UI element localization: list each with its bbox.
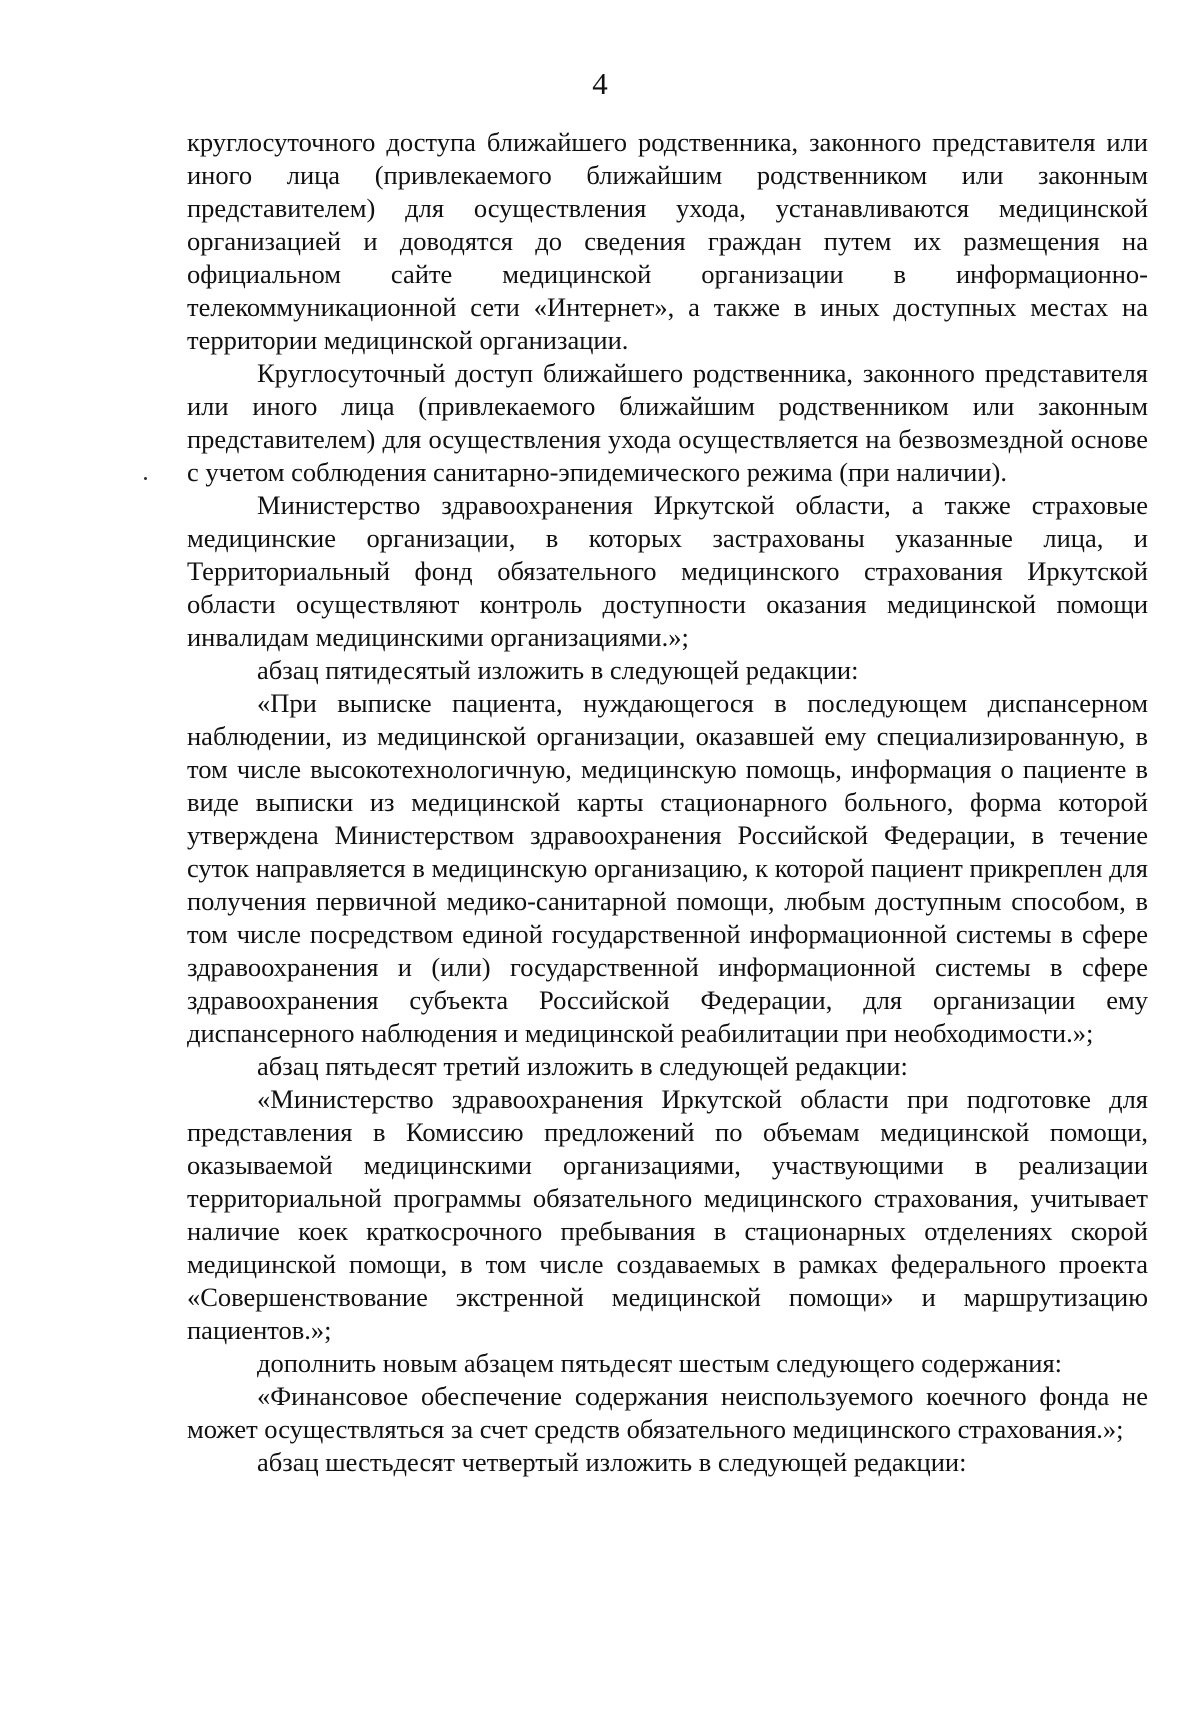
paragraph-amend-fifty-third: абзац пятьдесят третий изложить в следующей редакции: [257, 1051, 908, 1081]
paragraph-ministry-control: Министерство здравоохранения Иркутской области, а также страховые медицинские организации, в которых застрахованы указанные лица, и Территориальный фонд обязательного медицинского страхования Иркутской области осуществляют контроль доступности оказания медицинской помощи инвалидам медицинскими организациями.»; [187, 490, 1148, 652]
paragraph-amend-fiftieth: абзац пятидесятый изложить в следующей редакции: [257, 655, 859, 685]
margin-mark [144, 477, 147, 480]
page-number: 4 [592, 66, 608, 101]
paragraph-ministry-proposals: «Министерство здравоохранения Иркутской области при подготовке для представления в Комиссию предложений по объемам медицинской помощи, оказываемой медицинскими организациями, участвующими в реализации территориальной программы обязательного медицинского страхования, учитывает наличие коек краткосрочного пребывания в стационарных отделениях скорой медицинской помощи, в том числе создаваемых в рамках федерального проекта «Совершенствование экстренной медицинской помощи» и маршрутизацию пациентов.»; [187, 1084, 1148, 1345]
paragraph-round-the-clock-access: Круглосуточный доступ ближайшего родственника, законного представителя или иного лица (привлекаемого ближайшим родственником или законным представителем) для осуществления ухода осуществляется на безвозмездной основе с учетом соблюдения санитарно-эпидемического режима (при наличии). [187, 358, 1148, 487]
paragraph-amend-sixty-fourth: абзац шестьдесят четвертый изложить в следующей редакции: [257, 1447, 967, 1477]
paragraph-add-fifty-sixth: дополнить новым абзацем пятьдесят шестым следующего содержания: [257, 1348, 1063, 1378]
paragraph-discharge-info: «При выписке пациента, нуждающегося в последующем диспансерном наблюдении, из медицинской организации, оказавшей ему специализированную, в том числе высокотехнологичную, медицинскую помощь, информация о пациенте в виде выписки из медицинской карты стационарного больного, форма которой утверждена Министерством здравоохранения Российской Федерации, в течение суток направляется в медицинскую организацию, к которой пациент прикреплен для получения первичной медико-санитарной помощи, любым доступным способом, в том числе посредством единой государственной информационной системы в сфере здравоохранения и (или) государственной информационной системы в сфере здравоохранения субъекта Российской Федерации, для организации ему диспансерного наблюдения и медицинской реабилитации при необходимости.»; [187, 688, 1148, 1048]
document-body [187, 126, 1148, 1479]
paragraph-visiting-rules-continuation: круглосуточного доступа ближайшего родственника, законного представителя или иного лица (привлекаемого ближайшим родственником или законным представителем) для осуществления ухода, устанавливаются медицинской организацией и доводятся до сведения граждан путем их размещения на официальном сайте медицинской организации в информационно-телекоммуникационной сети «Интернет», а также в иных доступных местах на территории медицинской организации. [187, 127, 1148, 355]
paragraph-financing-bed-fund: «Финансовое обеспечение содержания неиспользуемого коечного фонда не может осуществляться за счет средств обязательного медицинского страхования.»; [187, 1381, 1148, 1444]
